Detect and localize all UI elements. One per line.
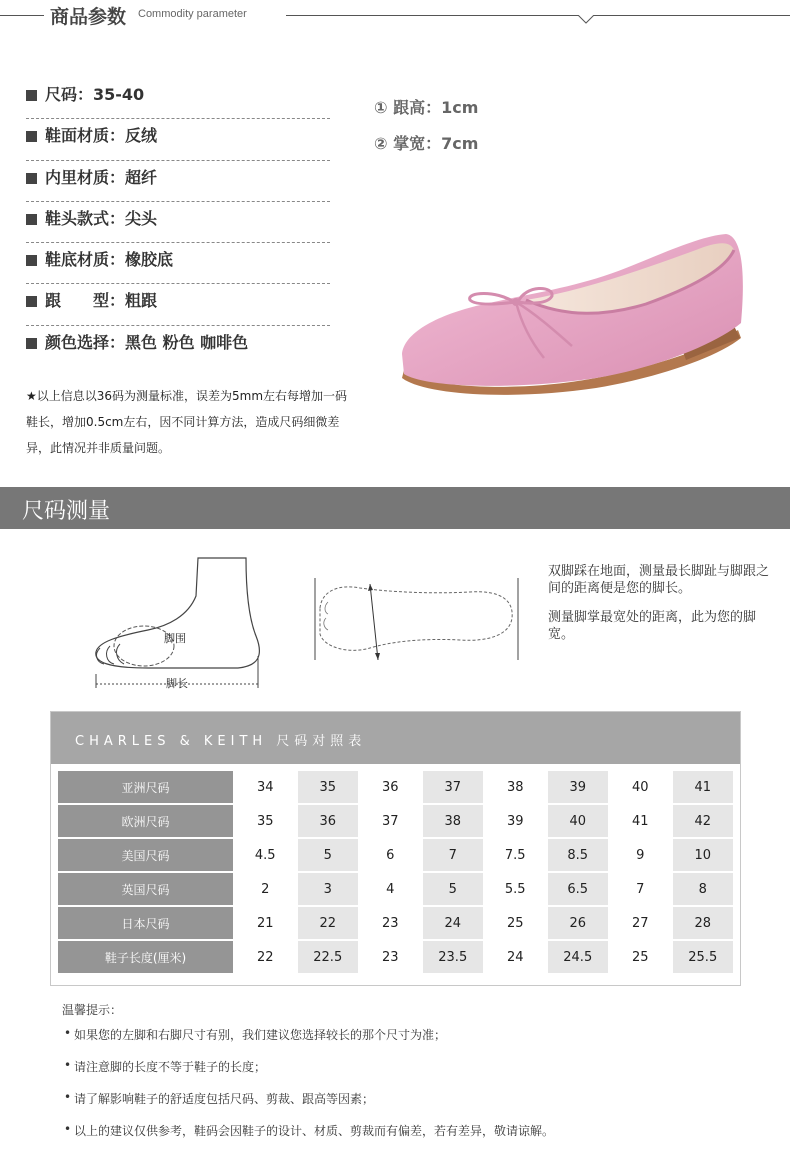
foot-top-diagram [310,578,525,664]
spec-row [26,202,330,243]
size-cell: 23 [360,907,421,939]
size-cell: 8 [673,873,734,905]
header-line-right [286,15,790,16]
size-measurement-bar [0,487,790,529]
size-cell: 35 [298,771,359,803]
pink-flat-shoe-image [396,228,746,408]
size-cell: 37 [423,771,484,803]
size-cell: 6.5 [548,873,609,905]
size-cell: 40 [548,805,609,837]
measurement-note: ★以上信息以36码为测量标准，误差为5mm左右每增加一码鞋长，增加0.5cm左右，因不同计算方法，造成尺码细微差异，此情况并非质量问题。 [26,389,348,455]
size-cell: 25 [485,907,546,939]
size-row-label: 亚洲尺码 [58,771,233,803]
size-cell: 22.5 [298,941,359,973]
size-row [57,907,734,941]
spec-text: 内里材质：超纤 [45,167,158,187]
square-bullet-icon [26,214,37,225]
size-cell: 25 [610,941,671,973]
size-cell: 23 [360,941,421,973]
length-label: 脚长 [166,677,188,690]
tip-item: • 请注意脚的长度不等于鞋子的长度； [62,1058,762,1090]
size-cell: 22 [235,941,296,973]
square-bullet-icon [26,338,37,349]
size-row [57,941,734,975]
sole-width: ② 掌宽：7cm [374,134,479,153]
size-cell: 24.5 [548,941,609,973]
tip-item: • 以上的建议仅供参考，鞋码会因鞋子的设计、材质、剪裁而有偏差，若有差异，敬请谅解。 [62,1122,762,1154]
size-row-label: 英国尺码 [58,873,233,905]
size-cell: 41 [610,805,671,837]
size-cell: 38 [485,771,546,803]
spec-text: 跟 型：粗跟 [45,291,158,311]
spec-text: 鞋面材质：反绒 [45,126,158,146]
size-cell: 38 [423,805,484,837]
size-cell: 2 [235,873,296,905]
size-cell: 40 [610,771,671,803]
size-row [57,839,734,873]
section-header [0,0,790,32]
size-cell: 36 [360,771,421,803]
spec-text: 尺码：35-40 [45,85,145,104]
square-bullet-icon [26,90,37,101]
tips-title: 温馨提示： [62,1003,123,1017]
size-cell: 37 [360,805,421,837]
size-chart-title: CHARLES & KEITH 尺码对照表 [75,734,367,749]
size-row-label: 日本尺码 [58,907,233,939]
square-bullet-icon [26,296,37,307]
size-row [57,805,734,839]
size-cell: 39 [548,771,609,803]
size-chart [50,711,741,986]
header-subtitle: Commodity parameter [138,8,247,20]
size-cell: 35 [235,805,296,837]
size-cell: 41 [673,771,734,803]
square-bullet-icon [26,255,37,266]
size-cell: 28 [673,907,734,939]
size-cell: 4 [360,873,421,905]
size-cell: 26 [548,907,609,939]
spec-row [26,284,330,325]
size-row-label: 鞋子长度(厘米) [58,941,233,973]
size-cell: 8.5 [548,839,609,871]
size-cell: 21 [235,907,296,939]
measurement-instructions [548,563,773,655]
heel-height: ① 跟高：1cm [374,98,479,117]
size-cell: 7 [423,839,484,871]
section-title: 尺码测量 [22,499,111,524]
tips [62,1001,762,1154]
size-cell: 25.5 [673,941,734,973]
instruction-width: 测量脚掌最宽处的距离，此为您的脚宽。 [548,610,757,642]
spec-row [26,161,330,202]
size-cell: 4.5 [235,839,296,871]
spec-text: 颜色选择：黑色 粉色 咖啡色 [45,332,249,352]
header-notch-icon [578,15,594,24]
size-cell: 6 [360,839,421,871]
tip-item: • 如果您的左脚和右脚尺寸有别，我们建议您选择较长的那个尺寸为准； [62,1026,762,1058]
size-cell: 36 [298,805,359,837]
instruction-length: 双脚踩在地面，测量最长脚趾与脚跟之间的距离便是您的脚长。 [548,564,770,596]
size-cell: 24 [485,941,546,973]
size-cell: 5.5 [485,873,546,905]
size-cell: 10 [673,839,734,871]
square-bullet-icon [26,131,37,142]
size-cell: 3 [298,873,359,905]
size-row [57,771,734,805]
size-cell: 27 [610,907,671,939]
spec-text: 鞋头款式：尖头 [45,208,158,228]
size-cell: 7 [610,873,671,905]
size-cell: 9 [610,839,671,871]
size-row-label: 美国尺码 [58,839,233,871]
size-cell: 5 [423,873,484,905]
spec-text: 鞋底材质：橡胶底 [45,250,174,270]
size-cell: 23.5 [423,941,484,973]
size-cell: 22 [298,907,359,939]
size-row-label: 欧洲尺码 [58,805,233,837]
size-chart-header [51,712,740,764]
tip-item: • 请了解影响鞋子的舒适度包括尺码、剪裁、跟高等因素； [62,1090,762,1122]
size-cell: 34 [235,771,296,803]
heel-info [374,95,478,167]
header-line-left [0,15,44,16]
spec-row [26,119,330,160]
header-title: 商品参数 [50,6,127,28]
circumference-label: 脚围 [164,632,186,645]
spec-list [26,78,330,367]
size-chart-grid [57,771,734,975]
spec-row [26,78,330,119]
size-cell: 39 [485,805,546,837]
size-cell: 42 [673,805,734,837]
size-row [57,873,734,907]
square-bullet-icon [26,173,37,184]
size-cell: 7.5 [485,839,546,871]
spec-row [26,243,330,284]
foot-side-diagram [88,556,268,691]
size-cell: 5 [298,839,359,871]
spec-row [26,326,330,367]
size-cell: 24 [423,907,484,939]
